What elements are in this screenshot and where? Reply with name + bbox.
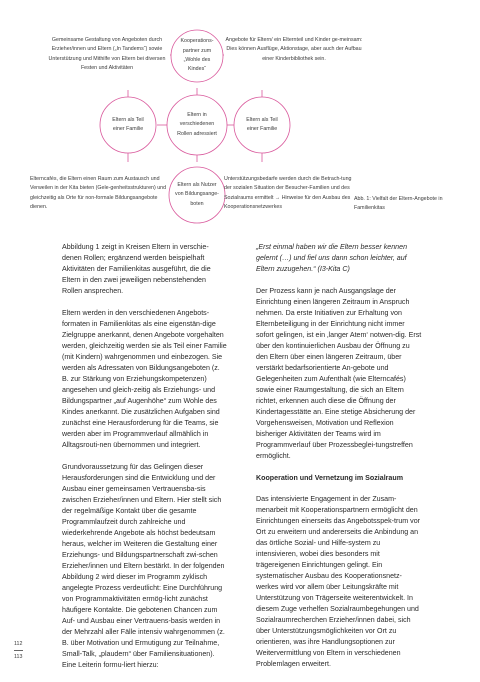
bottom-right-text: Unterstützungsbedarfe werden durch die Betrach-tung der sozialen Situation der Besucher-Familien und des Sozialraums ermittelt → Hinweise für den Ausbau des Kooperationsnetzwerkes — [224, 176, 352, 211]
figure-caption: Abb. 1: Vielfalt der Eltern-Angebote in Familienkitas — [354, 196, 443, 212]
left-column — [62, 242, 228, 682]
left-paragraph-1: Abbildung 1 zeigt in Kreisen Eltern in verschie-denen Rollen; ergänzend werden beispielhaft Aktivitäten der Familienkitas ausgeführt, die die Eltern in den zwei jeweiligen nebenstehenden Rollen ansprechen. — [62, 243, 211, 295]
bottom-circle-label: Eltern als Nutzer von Bildungsange-boten — [175, 181, 219, 207]
top-left-text: Gemeinsame Gestaltung von Angeboten durch Erzieher/innen und Eltern („In Tandems“) sowie Unterstützung und Mithilfe von Eltern bei diversen Festen und Aktivitäten — [48, 37, 166, 72]
left-paragraph-2: Eltern werden in den verschiedenen Angebots-formaten in Familienkitas als eine eigenstän-dige Zielgruppe anerkannt, denen Angebote vorgehalten werden, gleichzeitig werden sie als Teil einer Familie (mit Kindern) wahrgenommen und einbezogen. Sie werden als Adressaten von Bildungsangeboten (z. B. zur Stärkung von Erziehungskompetenzen) angesehen und gleich-zeitig als Erziehungs- und Bildungspartner „auf Augenhöhe“ zum Wohle des Kindes anerkannt. Die zusätzlichen Aufgaben sind zunächst eine Herausforderung für die Teams, sie werden aber im Programmverlauf allmählich in Alltagsrouti-nen übernommen und integriert. — [62, 309, 227, 449]
right-paragraph-2: Das intensivierte Engagement in der Zusam-menarbeit mit Kooperationspartnern ermöglicht den Einrichtungen einerseits das Angebotsspek-trum vor Ort zu erweitern und andererseits die Anbindung an das örtliche Sozial- und Hilfe-system zu intensivieren, wobei dies besonders mit trägereigenen Einrichtungen gelingt. Ein systematischer Ausbau des Kooperationsnetz-werkes wird vor allem über Leitungskräfte mit Unterstützung von Trägerseite weiterentwickelt. In diesem Zuge verhelfen Sozialraumbegehungen und Sozialraumrecherchen Erzieher/innen dabei, sich über Unterstützungsmöglichkeiten vor Ort zu orientieren, was ihre Handlungsoptionen zur Weitervermittlung von Eltern in verschiedenen Problemlagen erweitert. — [256, 495, 421, 668]
left-paragraph-3: Grundvoraussetzung für das Gelingen dieser Herausforderungen sind die Entwicklung und der Ausbau einer gemeinsamen Vertrauensba-sis zwischen Erzieher/innen und Eltern. Hier stellt sich der regelmäßige Kontakt über die gesamte Programmlaufzeit durch zahlreiche und wiederkehrende Angebote als höchst bedeutsam heraus, welcher im Weiteren die Gestaltung einer Erziehungs- und Bildungspartnerschaft zwi-schen Erzieher/innen und Eltern bestärkt. In der folgenden Abbildung 2 wird dieser im Programm zyklisch angelegte Prozess verdeutlicht: Eine Durchführung von Programmaktivitäten ermög-licht zunächst häufigere Kontakte. Die gebotenen Chancen zum Auf- und Ausbau einer Vertrauens-basis werden in der Mehrzahl aller Fälle intensiv wahrgenommen (z. B. über Motivation und Ermutigung zur Teilnahme, Small-Talk, „plaudern“ über Familiensituationen). Eine Leiterin formu-liert hierzu: — [62, 463, 225, 669]
left-circle-label: Eltern als Teil einer Familie — [112, 116, 144, 132]
right-paragraph-1: Der Prozess kann je nach Ausgangslage der Einrichtung einen längeren Zeitraum in Anspruch nehmen. Da erste Initiativen zur Erhaltung von Elternbeteiligung in der Einrichtung nicht immer sofort gelingen, ist ein ‚langer Atem‘ notwen-dig. Erst über den kontinuierlichen Ausbau der Öffnung zu den Eltern über einen längeren Zeitraum, über verstärkt bedarfsorientierte An-gebote und Gelegenheiten zum Aufenthalt (wie Elterncafés) sowie einer Raumgestaltung, die sich an Eltern richtet, erkennen auch diese die Öffnung der Kindertagesstätte an. Eine stetige Absicherung der Vorgehensweisen, Motivation und Reflexion bisheriger Aktivitäten der Teams wird im Programmverlauf über Prozessbeglei-tungstreffen ermöglicht. — [256, 287, 422, 460]
right-circle-label: Eltern als Teil einer Familie — [246, 116, 278, 132]
page-number-right: 113 — [14, 653, 23, 660]
center-circle-label: Eltern in verschiedenen Rollen adressiert — [177, 111, 217, 137]
top-circle-label: Kooperations-partner zum „Wohle des Kindes“ — [180, 38, 214, 73]
roles-diagram — [0, 0, 480, 230]
section-heading: Kooperation und Vernetzung im Sozialraum — [256, 474, 404, 482]
page-number-divider — [14, 650, 23, 651]
bottom-left-text: Elterncafés, die Eltern einen Raum zum Austausch und Verweilen in der Kita bieten (Gele-genheitsstrukturen) und gleichzeitig als Orte für non-formale Bildungsangebote dienen. — [30, 176, 167, 211]
page-numbers — [14, 641, 23, 660]
top-right-text: Angebote für Eltern/ ein Elternteil und Kinder ge-meinsam: Dies können Ausflüge, Aktionstage, aber auch der Aufbau einer Kinderbibliothek sein. — [225, 37, 363, 62]
page-number-left: 112 — [14, 641, 23, 647]
right-column — [256, 242, 422, 681]
interview-quote: „Erst einmal haben wir die Eltern besser kennen gelernt (…) und fiel uns dann schon leichter, auf Eltern zuzugehen.“ (I3-Kita C) — [256, 243, 408, 273]
